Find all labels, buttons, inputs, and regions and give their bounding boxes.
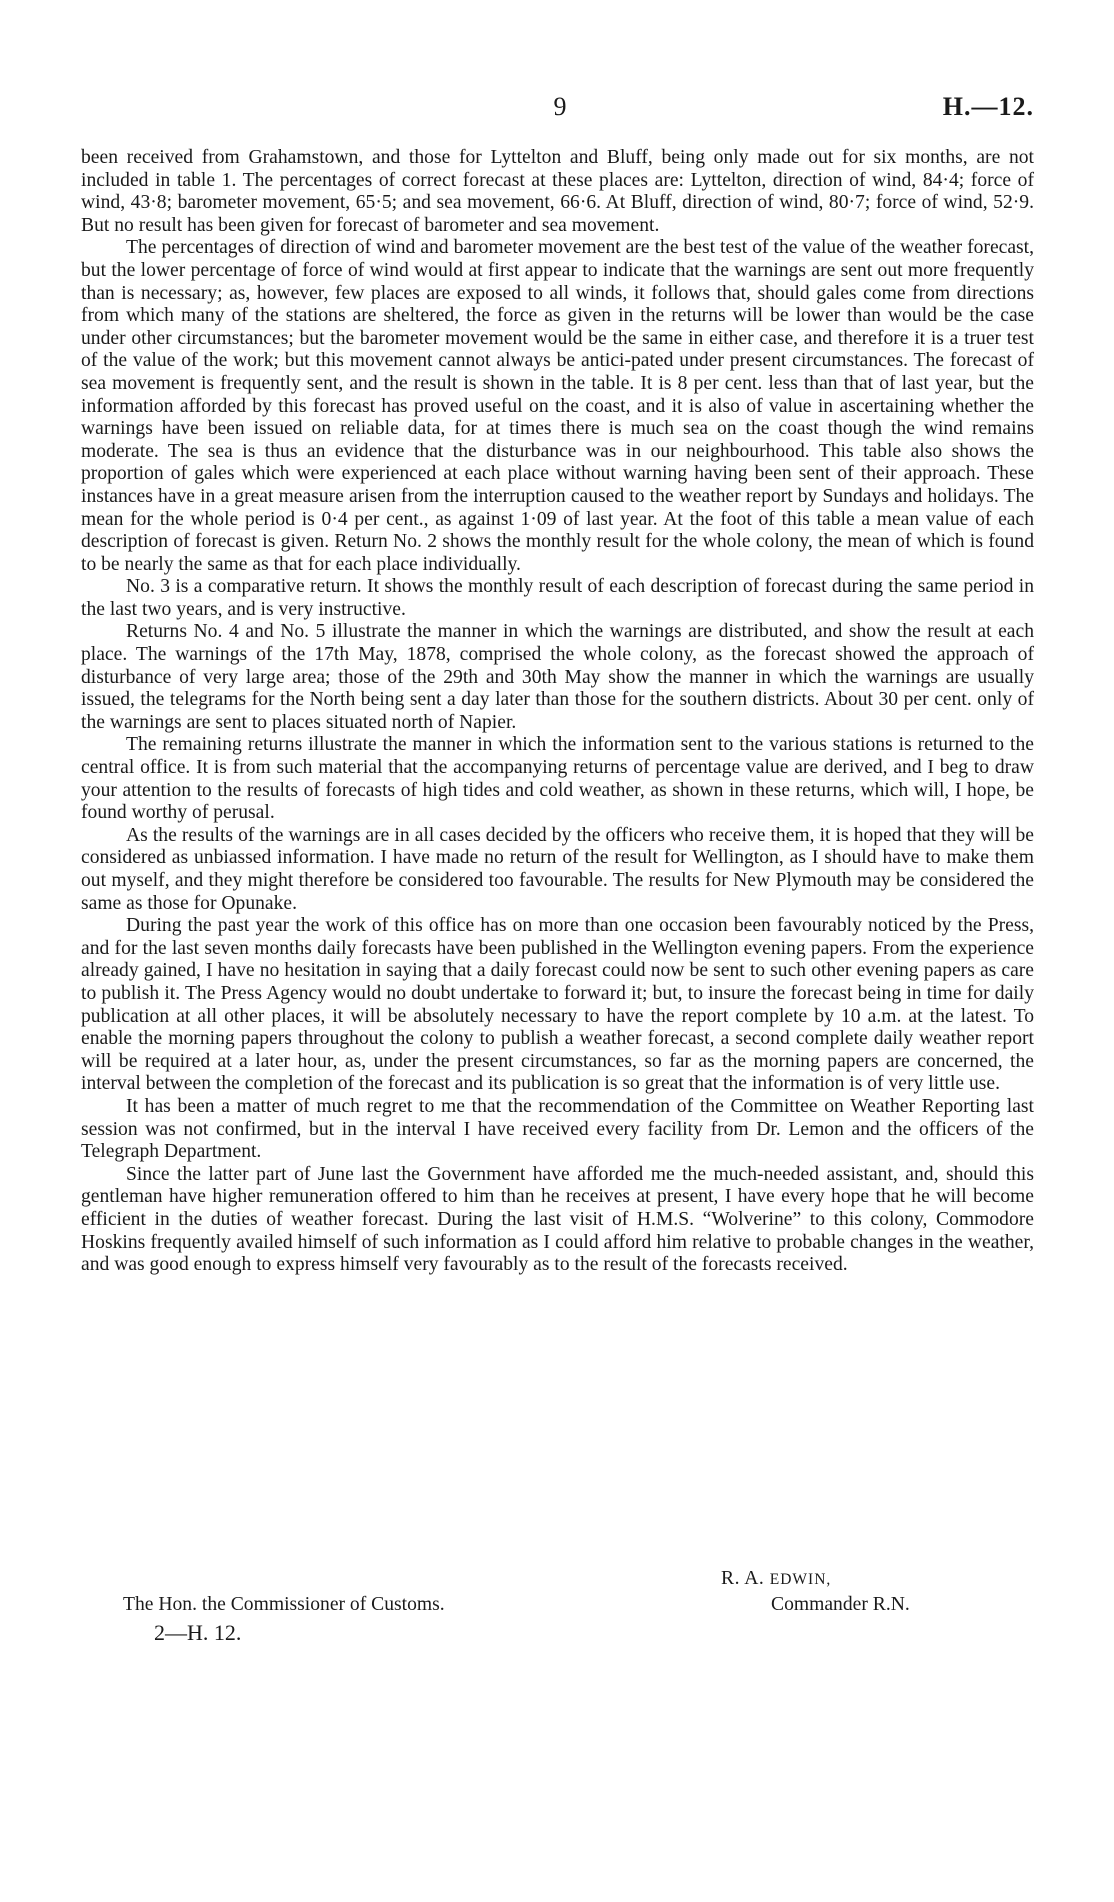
paragraph: As the results of the warnings are in all cases decided by the officers who receive them, it is hoped that they will be considered as unbiassed information. I have made no return of the result for Wellington, as I should have to make them out myself, and they might therefore be considered too favourable. The results for New Plymouth may be considered the same as those for Opunake.: [81, 824, 1034, 914]
report-body: [81, 147, 1034, 1277]
paragraph: been received from Grahamstown, and those for Lyttelton and Bluff, being only made out for six months, are not included in table 1. The percentages of correct forecast at these places are: Lyttelton, direction of wind, 84·4; force of wind, 43·8; barometer movement, 65·5; and sea movement, 66·6. At Bluff, direction of wind, 80·7; force of wind, 52·9. But no result has been given for forecast of barometer and sea movement.: [81, 147, 1034, 236]
page-number: 9: [553, 92, 567, 121]
paragraph: The percentages of direction of wind and barometer movement are the best test of the value of the weather forecast, but the lower percentage of force of wind would at first appear to indicate that the warnings are sent out more frequently than is necessary; as, however, few places are exposed to all winds, it follows that, should gales come from directions from which many of the stations are sheltered, the force as given in the returns will be lower than would be the case under other circumstances; but the barometer movement would be the same in either case, and therefore it is a truer test of the value of the work; but this movement cannot always be antici-pated under present circumstances. The forecast of sea movement is frequently sent, and the result is shown in the table. It is 8 per cent. less than that of last year, but the information afforded by this forecast has proved useful on the coast, and it is also of value in ascertaining whether the warnings have been issued on reliable data, for at times there is much sea on the coast though the wind remains moderate. The sea is thus an evidence that the disturbance was in our neighbourhood. This table also shows the proportion of gales which were experienced at each place without warning having been sent of their approach. These instances have in a great measure arisen from the interruption caused to the weather report by Sundays and holidays. The mean for the whole period is 0·4 per cent., as against 1·09 of last year. At the foot of this table a mean value of each description of forecast is given. Return No. 2 shows the monthly result for the whole colony, the mean of which is found to be nearly the same as that for each place individually.: [81, 237, 1034, 575]
paragraph: The remaining returns illustrate the manner in which the information sent to the various stations is returned to the central office. It is from such material that the accompanying returns of percentage value are derived, and I beg to draw your attention to the results of forecasts of high tides and cold weather, as shown in these returns, which will, I hope, be found worthy of perusal.: [81, 734, 1034, 824]
signature-block: [81, 1568, 1034, 1678]
addressee: The Hon. the Commissioner of Customs.: [123, 1594, 445, 1615]
paragraph: During the past year the work of this office has on more than one occasion been favourably noticed by the Press, and for the last seven months daily forecasts have been published in the Wellington evening papers. From the experience already gained, I have no hesitation in saying that a daily forecast could now be sent to such other evening papers as care to publish it. The Press Agency would no doubt undertake to forward it; but, to insure the forecast being in time for daily publication at all other places, it will be absolutely necessary to have the report complete by 10 a.m. at the latest. To enable the morning papers throughout the colony to publish a weather forecast, a second complete daily weather report will be required at a later hour, as, under the present circumstances, so far as the morning papers are concerned, the interval between the completion of the forecast and its publication is so great that the information is of very little use.: [81, 915, 1034, 1095]
paragraph: Returns No. 4 and No. 5 illustrate the manner in which the warnings are distributed, and show the result at each place. The warnings of the 17th May, 1878, comprised the whole colony, as the forecast showed the approach of disturbance of very large area; those of the 29th and 30th May show the manner in which the warnings are usually issued, the telegrams for the North being sent a day later than those for the southern districts. About 30 per cent. only of the warnings are sent to places situated north of Napier.: [81, 621, 1034, 733]
signatory-initials: R. A.: [721, 1568, 765, 1589]
print-reference: 2—H. 12.: [154, 1620, 242, 1645]
document-id: H.—12.: [942, 92, 1034, 121]
signatory-rank: Commander R.N.: [771, 1594, 910, 1615]
paragraph: No. 3 is a comparative return. It shows the monthly result of each description of forecast during the same period in the last two years, and is very instructive.: [81, 576, 1034, 620]
signatory-surname: EDWIN,: [769, 1571, 832, 1588]
paragraph: Since the latter part of June last the Government have afforded me the much-needed assistant, and, should this gentleman have higher remuneration offered to him than he receives at present, I have every hope that he will become efficient in the duties of weather forecast. During the last visit of H.M.S. “Wolverine” to this colony, Commodore Hoskins frequently availed himself of such information as I could afford him relative to probable changes in the weather, and was good enough to express himself very favourably as to the result of the forecasts received.: [81, 1163, 1034, 1276]
paragraph: It has been a matter of much regret to me that the recommendation of the Committee on Weather Reporting last session was not confirmed, but in the interval I have received every facility from Dr. Lemon and the officers of the Telegraph Department.: [81, 1095, 1034, 1163]
signatory-name: [721, 1568, 831, 1590]
